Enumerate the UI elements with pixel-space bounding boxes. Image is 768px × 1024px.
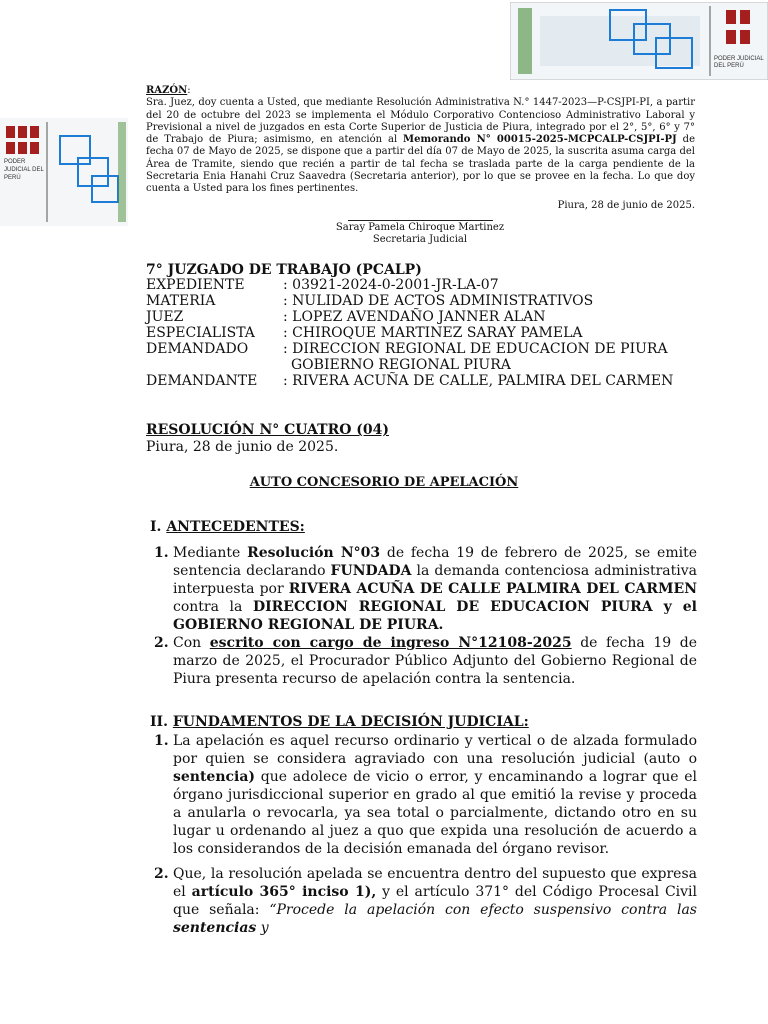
- razon-block: RAZÓN: Sra. Juez, doy cuenta a Usted, que mediante Resolución Administrativa N.° 1447-2023—P-CSJPI-PI, a partir del 20 de octubre del 2023 se implementa el Módulo Corporativo Contencioso Administrativo Laboral y Previsional a nivel de juzgados en esta Corte Superior de Justicia de Piura, integrado por el 2°, 5°, 6° y 7° de Trabajo de Piura; asimismo, en atención al Memorando N° 00015-2025-MCPCALP-CSJPI-PJ de fecha 07 de Mayo de 2025, se dispone que a partir del día 07 de Mayo de 2025, la suscrita asuma carga del Área de Tramite, siendo que recién a partir de tal fecha se traslada parte de la carga pendiente de la Secretaria Enia Hanahi Cruz Saavedra (Secretaria anterior), por lo que se provee en la fecha. Lo que doy cuenta a Usted para los fines pertinentes.: [146, 85, 695, 195]
- item-number: 2.: [154, 866, 169, 882]
- razon-title: RAZÓN: [146, 85, 188, 96]
- razon-date: Piura, 28 de junio de 2025.: [557, 200, 695, 211]
- section-title: ANTECEDENTES:: [166, 519, 305, 535]
- resolution-date: Piura, 28 de junio de 2025.: [146, 439, 339, 455]
- case-value: : LOPEZ AVENDAÑO JANNER ALAN: [283, 309, 546, 325]
- case-row-especialista: [146, 325, 691, 341]
- case-row-materia: [146, 293, 691, 309]
- razon-paragraph: [146, 97, 695, 195]
- case-label: JUEZ: [146, 309, 184, 325]
- case-label: DEMANDADO: [146, 341, 249, 357]
- resolution-title: RESOLUCIÓN N° CUATRO (04): [146, 422, 389, 438]
- logo-brand-text-left: PODER JUDICIAL DEL PERÚ: [4, 159, 44, 181]
- case-value: : RIVERA ACUÑA DE CALLE, PALMIRA DEL CARMEN: [283, 373, 674, 389]
- case-value: GOBIERNO REGIONAL PIURA: [291, 357, 511, 373]
- case-row-demandante: [146, 373, 691, 389]
- item-number: 2.: [154, 635, 169, 651]
- case-label-empty: [146, 357, 283, 373]
- case-label: MATERIA: [146, 293, 216, 309]
- case-row-expediente: [146, 277, 691, 293]
- section-1-item-1: 1. Mediante Resolución N°03 de fecha 19 de febrero de 2025, se emite sentencia declarando FUNDADA la demanda contenciosa administrativa interpuesta por RIVERA ACUÑA DE CALLE PALMIRA DEL CARMEN contra la DIRECCION REGIONAL DE EDUCACION PIURA y el GOBIERNO REGIONAL DE PIURA.: [154, 545, 697, 633]
- auto-title: AUTO CONCESORIO DE APELACIÓN: [249, 475, 519, 490]
- case-value: : 03921-2024-0-2001-JR-LA-07: [283, 277, 499, 293]
- section-numeral: I.: [150, 519, 162, 535]
- section-1-item-2: 2. Con escrito con cargo de ingreso N°12108-2025 de fecha 19 de marzo de 2025, el Procurador Público Adjunto del Gobierno Regional de Piura presenta recurso de apelación contra la sentencia.: [154, 635, 697, 687]
- section-title: FUNDAMENTOS DE LA DECISIÓN JUDICIAL:: [172, 714, 529, 730]
- razon-text-1: Sra. Juez, doy cuenta a Usted, que mediante Resolución Administrativa N.° 1447-2023—P-CSJPI-PI, a partir del 20 de octubre del 2023 se implementa el Módulo Corporativo Contencioso Administrativo Laboral y Previsional a nivel de juzgados en esta Corte Superior de Justicia de Piura, integrado por el 2°, 5°, 6° y 7° de Trabajo de Piura; asimismo, en atención al: [146, 97, 695, 146]
- case-row-demandado: [146, 341, 691, 357]
- signature-block: [300, 222, 540, 246]
- case-row-demandado-2: [146, 357, 691, 373]
- case-value: : NULIDAD DE ACTOS ADMINISTRATIVOS: [283, 293, 594, 309]
- signer-name: Saray Pamela Chiroque Martinez: [335, 222, 505, 233]
- razon-text-2: de fecha 07 de Mayo de 2025, se dispone que a partir del día 07 de Mayo de 2025, la suscrita asuma carga del Área de Tramite, siendo que recién a partir de tal fecha se traslada parte de la carga pendiente de la Secretaria Enia Hanahi Cruz Saavedra (Secretaria anterior), por lo que se provee en la fecha. Lo que doy cuenta a Usted para los fines pertinentes.: [146, 134, 695, 195]
- section-2-item-2: 2. Que, la resolución apelada se encuentra dentro del supuesto que expresa el artículo 365° inciso 1), y el artículo 371° del Código Procesal Civil que señala: “Procede la apelación con efecto suspensivo contra las sentencias y: [154, 866, 697, 936]
- item-number: 1.: [154, 733, 169, 749]
- case-label: EXPEDIENTE: [146, 277, 245, 293]
- poder-judicial-logo-left: [0, 118, 128, 226]
- section-numeral: II.: [150, 714, 168, 730]
- case-row-juez: [146, 309, 691, 325]
- signature-line: [348, 220, 493, 221]
- section-2-heading: [150, 714, 529, 730]
- poder-judicial-logo-top: [510, 2, 768, 80]
- case-value: : DIRECCION REGIONAL DE EDUCACION DE PIURA: [283, 341, 668, 357]
- section-2-item-1: 1. La apelación es aquel recurso ordinario y vertical o de alzada formulado por quien se considera agraviado con una resolución judicial (auto o sentencia) que adolece de vicio o error, y encaminando a lograr que el órgano jurisdiccional superior en grado al que emitió la revise y proceda a anularla o revocarla, ya sea total o parcialmente, dictando otro en su lugar u ordenando al juez a quo que expida una resolución de acuerdo a los considerandos de la decisión emanada del órgano revisor.: [154, 733, 697, 857]
- case-info: [146, 277, 691, 389]
- logo-brand-text-top: PODER JUDICIAL DEL PERÚ: [714, 56, 764, 69]
- court-name: 7° JUZGADO DE TRABAJO (PCALP): [146, 262, 422, 278]
- case-value: : CHIROQUE MARTINEZ SARAY PAMELA: [283, 325, 583, 341]
- case-label: DEMANDANTE: [146, 373, 258, 389]
- signer-role: Secretaria Judicial: [372, 234, 468, 245]
- section-1-heading: [150, 519, 305, 535]
- razon-memo: Memorando N° 00015-2025-MCPCALP-CSJPI-PJ: [403, 134, 677, 146]
- case-label: ESPECIALISTA: [146, 325, 255, 341]
- item-number: 1.: [154, 545, 169, 561]
